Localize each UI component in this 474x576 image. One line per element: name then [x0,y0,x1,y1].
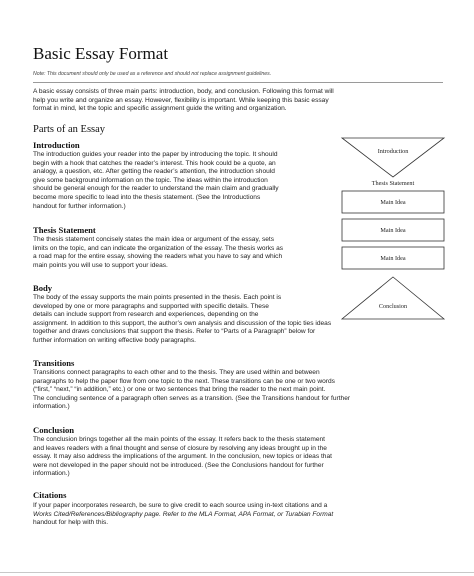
heading-conclusion: Conclusion [33,425,75,435]
text-line: main points you will use to support your ideas. [33,261,168,269]
text-line: a road map for the entire essay, showing the readers what you have to say and which [33,253,283,261]
text-line: handout for further information.) [33,202,126,210]
header-divider [33,82,443,83]
text-line: further information on writing effective body paragraphs. [33,336,196,344]
body-paragraph [33,294,331,346]
conclusion-label: Conclusion [378,303,408,310]
introduction-paragraph [33,151,279,211]
text-line: assignment. In addition to this support, the author’s own analysis and discussion of the topic ties ideas [33,319,332,327]
transitions-paragraph [33,369,350,412]
conclusion-triangle [342,277,444,319]
text-line: paragraphs to help the paper flow from one topic to the next. These transitions can be one or two words [33,377,335,385]
text-line: give some background information on the topic. The ideas within the introduction [33,176,268,184]
intro-paragraph [33,88,334,114]
thesis-paragraph [33,236,283,270]
reference-note: Note: This document should only be used as a reference and should not replace assignment guidelines. [33,71,272,77]
heading-body: Body [33,283,53,293]
essay-structure-diagram [338,137,448,327]
main-idea-label-3: Main Idea [380,255,406,262]
text-line: information.) [33,470,70,478]
page-bottom-edge [0,572,474,573]
text-line: The conclusion brings together all the main points of the essay. It refers back to the thesis statement [33,436,325,443]
heading-introduction: Introduction [33,140,80,150]
text-line: (“first,” “next,” “in addition,” etc.) or one or two sentences that bring the reader to the next main point. [33,386,326,394]
text-line: become more specific to lead into the thesis statement. (See the Introductions [33,193,261,201]
text-line: If your paper incorporates research, be sure to give credit to each source using in-text citations and a [33,502,328,509]
text-line: The thesis statement concisely states the main idea or argument of the essay, sets [33,236,275,243]
introduction-label: Introduction [377,148,409,155]
text-line: essay. It may also address the implications of the argument. In the conclusion, new topics or ideas that [33,453,332,461]
text-line: format in mind, let the topic and specific assignment guide the writing and organization. [33,105,287,113]
text-line: help you write and organize an essay. However, flexibility is important. While keeping this basic essay [33,96,329,104]
text-line: A basic essay consists of three main parts: introduction, body, and conclusion. Following this format will [33,88,334,95]
conclusion-paragraph [33,436,332,479]
thesis-statement-label: Thesis Statement [371,180,415,187]
main-idea-label-2: Main Idea [380,227,406,234]
text-line: handout for help with this. [33,519,109,527]
text-line: and leaves readers with a final thought and sense of closure by resolving any ideas brought up in the [33,444,327,452]
text-line: The introduction guides your reader into the paper by introducing the topic. It should [33,151,278,158]
text-line: details can include support from research and experiences, depending on the [33,311,259,319]
heading-citations: Citations [33,490,67,500]
text-line: were not developed in the paper should not be introduced. (See the Conclusions handout for further [33,461,324,469]
text-line: Works Cited/References/Bibliography page. Refer to the MLA Format, APA Format, or Turabian Format [33,510,334,518]
citations-paragraph [33,502,333,528]
text-line: developed by one or more paragraphs and supported with specific details. These [33,302,269,310]
page-title: Basic Essay Format [33,44,169,63]
text-line: information.) [33,403,70,411]
heading-thesis-statement: Thesis Statement [33,225,96,235]
text-line: together and draws conclusions that support the thesis. Refer to “Parts of a Paragraph” below for [33,328,316,336]
text-line: The concluding sentence of a paragraph often serves as a transition. (See the Transitions handout for further [33,394,351,402]
text-line: begin with a hook that catches the reader’s interest. This hook could be a quote, an [33,159,276,167]
section-heading-parts: Parts of an Essay [33,124,106,135]
text-line: analogy, a question, etc. After getting the reader’s attention, the introduction should [33,168,275,176]
text-line: limits on the topic, and can indicate the organization of the essay. The thesis works as [33,244,284,252]
text-line: Transitions connect paragraphs to each other and to the thesis. They are used within and between [33,369,320,376]
main-idea-label-1: Main Idea [380,199,406,206]
text-line: should be general enough for the reader to understand the main claim and gradually [33,185,279,193]
introduction-triangle [342,138,444,177]
heading-transitions: Transitions [33,358,75,368]
text-line: The body of the essay supports the main points presented in the thesis. Each point is [33,294,282,301]
